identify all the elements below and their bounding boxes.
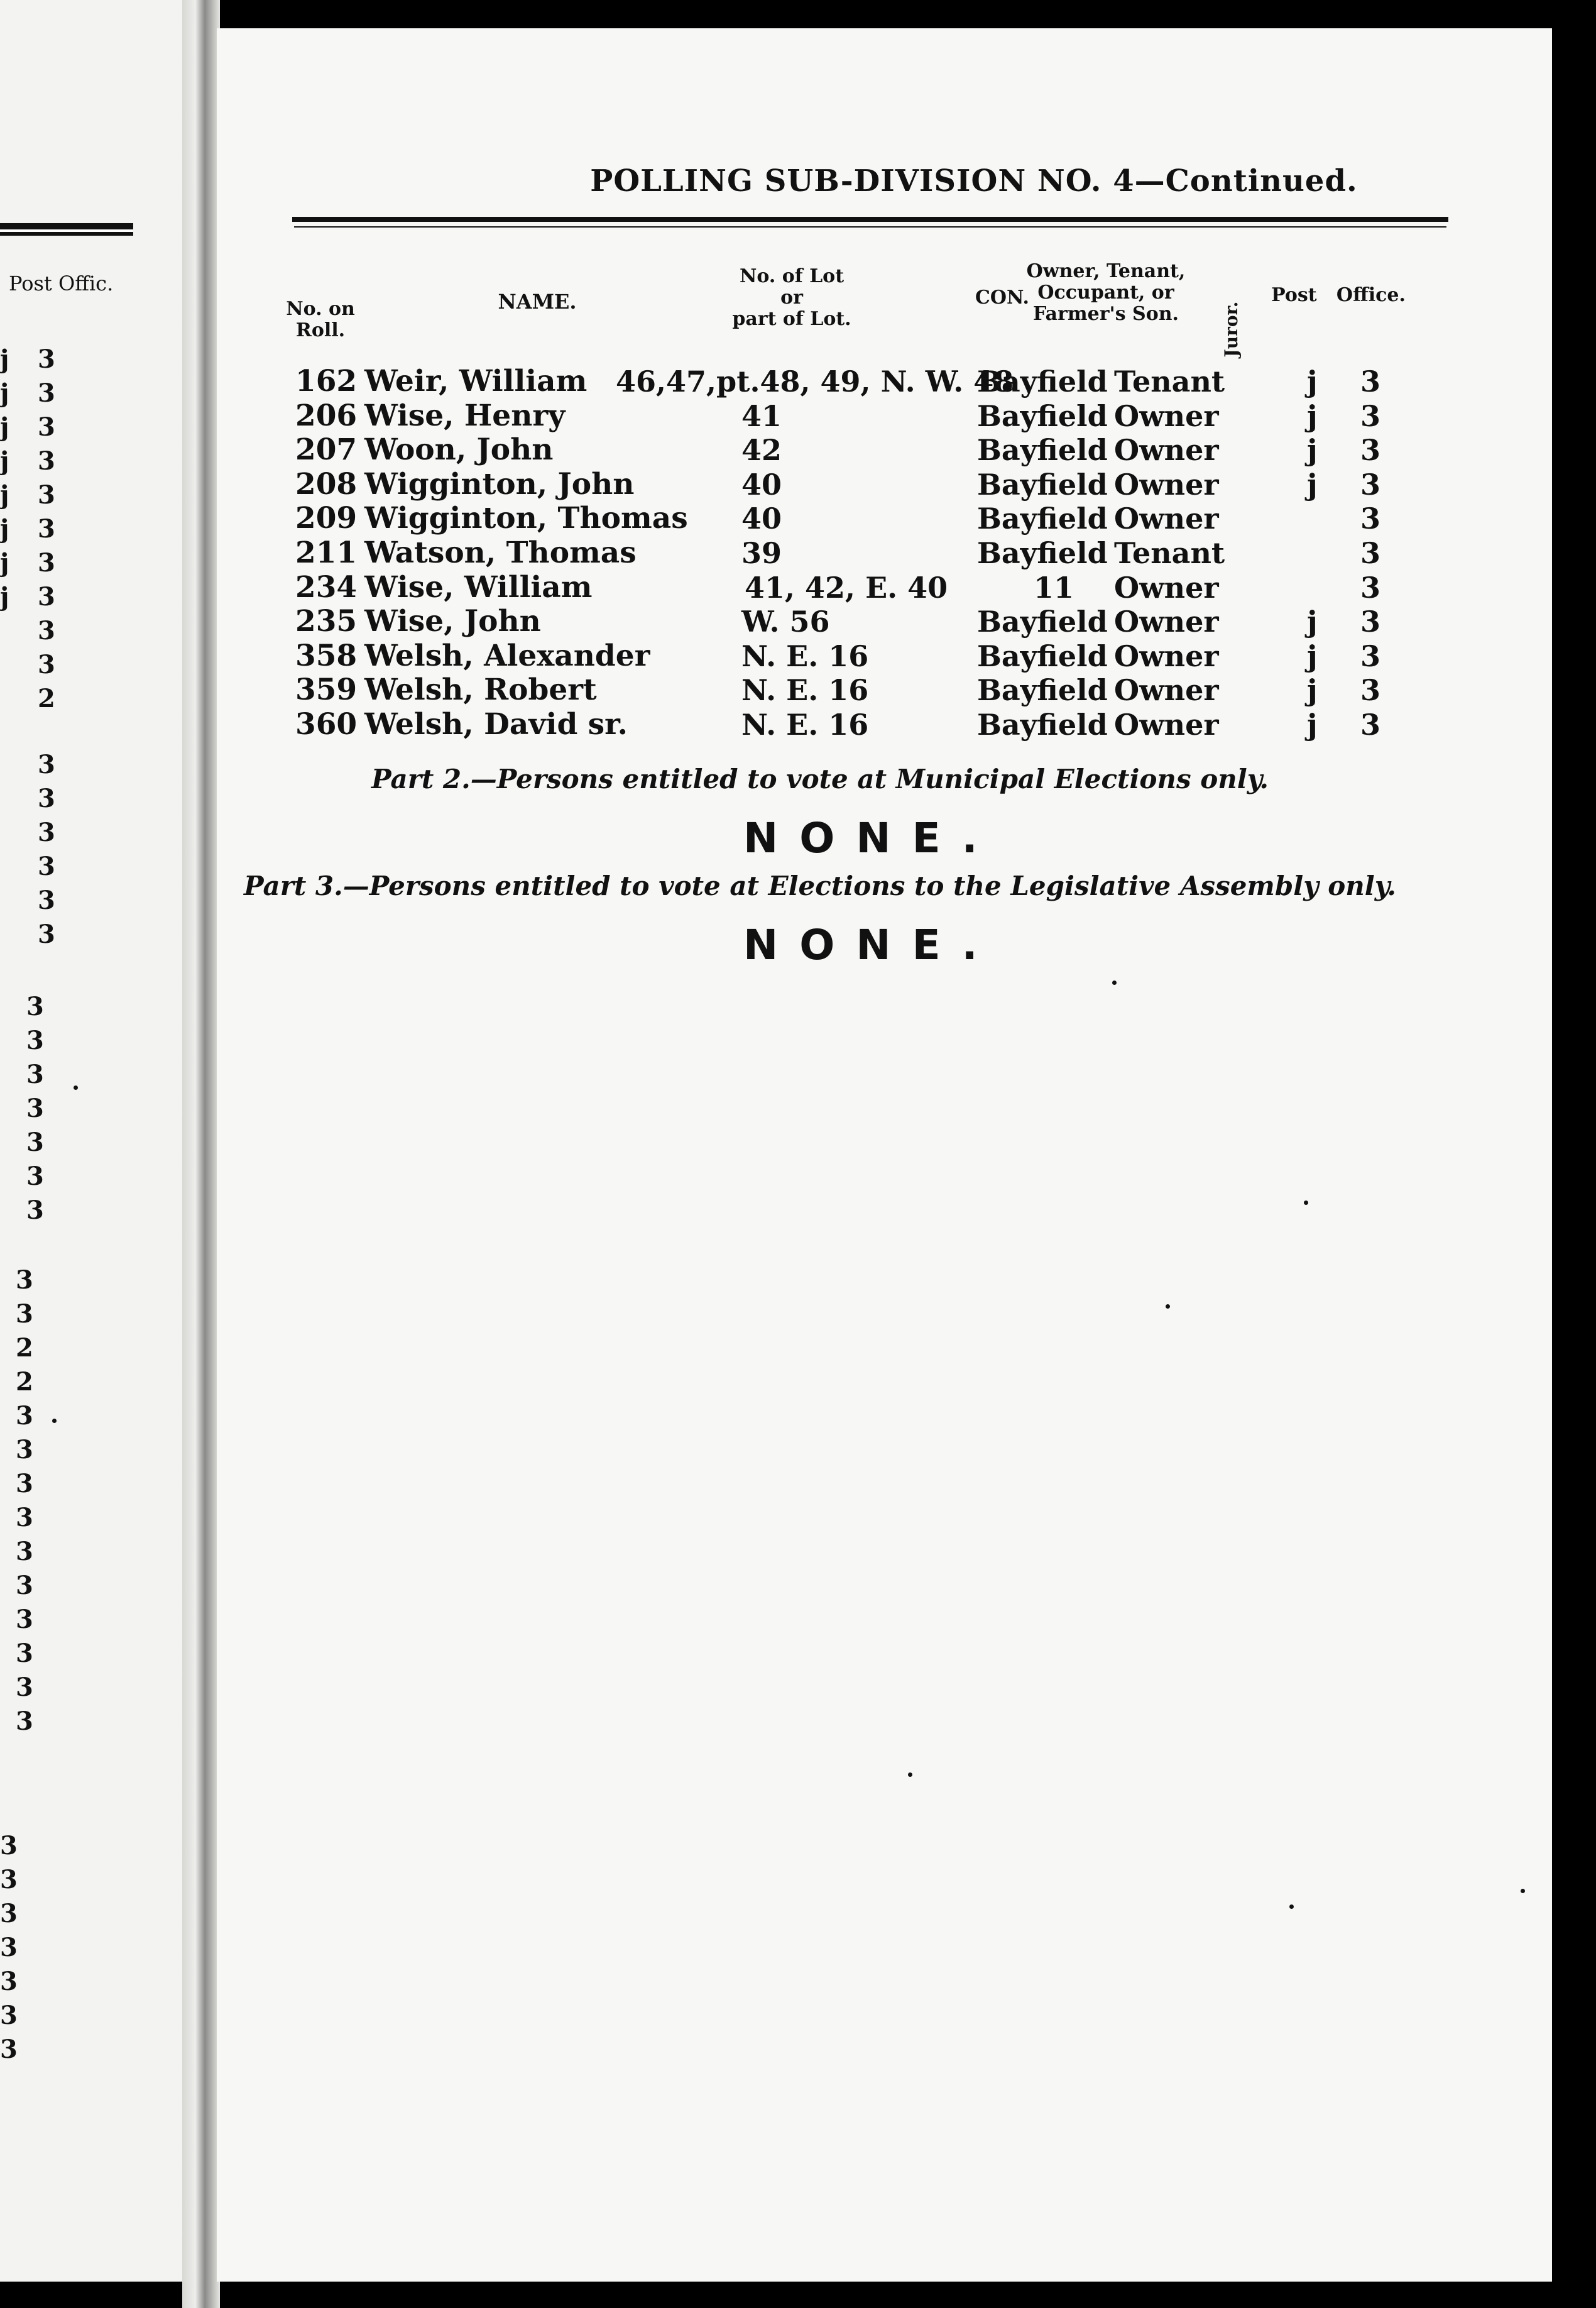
concession: Bayfield [977, 708, 1108, 742]
lot-number: 41 [741, 398, 782, 433]
header-con: CON. [975, 287, 1029, 309]
tenure-status: Tenant [1114, 536, 1225, 570]
tenure-status: Owner [1114, 502, 1219, 536]
previous-page-juror: j [0, 344, 9, 374]
lot-number: N. E. 16 [741, 708, 869, 742]
previous-page-row [0, 1024, 57, 1058]
voter-name: Wise, John [364, 604, 541, 639]
post-office: 3 [1360, 673, 1381, 708]
previous-page-row [0, 1535, 57, 1569]
part-2-caption: Part 2.—Persons entitled to vote at Municipal Elections only. [371, 764, 1269, 794]
lot-number: 41, 42, E. 40 [745, 570, 948, 605]
previous-page-post-office: 3 [16, 1503, 33, 1532]
juror-mark: j [1307, 639, 1318, 673]
roll-number: 209 [295, 501, 358, 536]
previous-page-row [0, 816, 57, 850]
header-rule [292, 217, 1448, 222]
voter-name: Wise, William [364, 569, 593, 605]
print-speck [1166, 1304, 1170, 1309]
previous-page-post-office: 3 [0, 2035, 18, 2064]
voter-row [217, 673, 1448, 707]
concession: Bayfield [977, 365, 1108, 398]
print-speck [74, 1085, 78, 1090]
previous-page-row [0, 1931, 57, 1965]
previous-page-row [0, 1999, 57, 2033]
roll-number: 211 [295, 536, 358, 570]
previous-page-juror: j [0, 548, 9, 578]
print-speck [908, 1772, 912, 1777]
print-speck [1112, 981, 1117, 985]
header-post-office: Post Office. [1271, 284, 1406, 306]
previous-page-row [0, 1705, 57, 1739]
voter-name: Woon, John [364, 432, 554, 468]
print-speck [1304, 1201, 1308, 1205]
post-office: 3 [1360, 433, 1381, 468]
roll-number: 207 [295, 432, 358, 468]
post-office: 3 [1360, 570, 1381, 605]
previous-page-row [0, 1263, 57, 1297]
header-lot: No. of Lot or part of Lot. [732, 265, 851, 330]
previous-page-post-office: 3 [38, 582, 55, 612]
post-office: 3 [1360, 467, 1381, 502]
lot-number: 39 [741, 536, 782, 570]
header-status: Owner, Tenant, Occupant, or Farmer's Son. [1026, 260, 1186, 325]
voter-name: Weir, William [364, 364, 588, 398]
previous-page-post-office: 2 [38, 684, 55, 713]
previous-page-row [0, 1829, 57, 1863]
header-roll: No. on Roll. [286, 298, 355, 341]
previous-page-post-office: 3 [38, 446, 55, 476]
previous-page-row [0, 1297, 57, 1331]
previous-page-row [0, 546, 57, 580]
voter-row [217, 433, 1448, 467]
voter-name: Wise, Henry [364, 398, 566, 433]
previous-page-rule [0, 223, 133, 232]
previous-page-row [0, 1637, 57, 1671]
roll-number: 234 [295, 569, 358, 605]
page-gutter [182, 0, 220, 2308]
voter-row [217, 365, 1448, 398]
roll-number: 358 [295, 638, 358, 673]
concession: Bayfield [977, 673, 1108, 708]
roll-number: 360 [295, 707, 358, 742]
previous-page-post-office: 3 [26, 1195, 44, 1225]
previous-page-post-office: 2 [16, 1367, 33, 1397]
previous-page-row [0, 1399, 57, 1433]
previous-page-juror: j [0, 378, 9, 408]
previous-page-row [0, 1126, 57, 1160]
roll-number: 162 [295, 364, 358, 398]
concession: Bayfield [977, 467, 1108, 502]
previous-page-post-office: 3 [38, 784, 55, 813]
part-3-caption: Part 3.—Persons entitled to vote at Elections to the Legislative Assembly only. [244, 871, 1396, 901]
voter-name: Welsh, Robert [364, 673, 597, 708]
part-2-none: NONE. [743, 814, 999, 862]
previous-page-post-office: 3 [26, 1060, 44, 1089]
previous-page-post-office: 3 [0, 1967, 18, 1996]
voter-row [217, 639, 1448, 673]
document-page [217, 28, 1552, 2282]
previous-page-post-office: 3 [16, 1639, 33, 1668]
previous-page-row [0, 682, 57, 716]
previous-page-row [0, 918, 57, 952]
voter-name: Welsh, David sr. [364, 707, 628, 742]
previous-page-row [0, 1965, 57, 1999]
previous-page-row [0, 343, 57, 376]
previous-page-post-office: 3 [0, 1933, 18, 1962]
juror-mark: j [1307, 708, 1318, 742]
tenure-status: Owner [1114, 433, 1219, 468]
voter-row [217, 468, 1448, 502]
previous-page-post-office: 3 [0, 1899, 18, 1928]
previous-page-row [0, 1897, 57, 1931]
juror-mark: j [1307, 605, 1318, 639]
previous-page-post-office: 3 [38, 514, 55, 544]
previous-page-post-office: 3 [38, 344, 55, 374]
previous-page-post-office: 3 [26, 1162, 44, 1191]
previous-page-post-office: 3 [26, 1026, 44, 1055]
lot-number: 40 [741, 467, 782, 502]
previous-page-juror: j [0, 514, 9, 544]
previous-page-post-office: 3 [38, 378, 55, 408]
post-office: 3 [1360, 365, 1381, 398]
previous-page-row [0, 648, 57, 682]
tenure-status: Owner [1114, 708, 1219, 742]
tenure-status: Owner [1114, 398, 1219, 433]
post-office: 3 [1360, 605, 1381, 639]
header-juror: Juror. [1221, 301, 1242, 358]
previous-page-post-office: 3 [16, 1537, 33, 1566]
previous-page-post-office: 3 [16, 1673, 33, 1702]
lot-number: 42 [741, 433, 782, 468]
previous-page-row [0, 580, 57, 614]
lot-number: W. 56 [741, 605, 830, 639]
juror-mark: j [1307, 433, 1318, 468]
voter-row [217, 571, 1448, 605]
previous-page-row [0, 884, 57, 918]
roll-number: 208 [295, 466, 358, 502]
previous-page-post-office: 3 [26, 1128, 44, 1157]
concession: Bayfield [977, 639, 1108, 673]
previous-page-row [0, 1058, 57, 1092]
previous-page-juror: j [0, 446, 9, 476]
previous-page-post-office: 2 [16, 1333, 33, 1363]
roll-number: 235 [295, 604, 358, 639]
previous-page-post-office: 3 [38, 818, 55, 847]
tenure-status: Owner [1114, 570, 1219, 605]
previous-page-row [0, 444, 57, 478]
voter-name: Wigginton, Thomas [364, 501, 688, 536]
previous-page-row [0, 748, 57, 782]
previous-page-post-office: 3 [16, 1435, 33, 1464]
previous-page-post-office: 3 [16, 1469, 33, 1498]
concession: 11 [1034, 570, 1074, 605]
previous-page-row [0, 850, 57, 884]
voter-row [217, 536, 1448, 570]
previous-page-post-office: 3 [38, 920, 55, 949]
previous-page-row [0, 1603, 57, 1637]
previous-page-strip [0, 0, 196, 2282]
previous-page-row [0, 512, 57, 546]
previous-page-row [0, 1671, 57, 1705]
voter-row [217, 399, 1448, 433]
voter-name: Watson, Thomas [364, 536, 637, 570]
tenure-status: Tenant [1114, 365, 1225, 398]
print-speck [52, 1419, 57, 1423]
print-speck [1521, 1889, 1525, 1893]
post-office: 3 [1360, 639, 1381, 673]
previous-page-post-office: 3 [38, 480, 55, 510]
tenure-status: Owner [1114, 639, 1219, 673]
lot-number: N. E. 16 [741, 639, 869, 673]
previous-page-post-office: 3 [16, 1299, 33, 1329]
previous-page-post-office: 3 [0, 1865, 18, 1894]
previous-page-post-office: 3 [0, 1831, 18, 1860]
lot-number: N. E. 16 [741, 673, 869, 708]
tenure-status: Owner [1114, 605, 1219, 639]
voter-row [217, 708, 1448, 742]
tenure-status: Owner [1114, 673, 1219, 708]
print-speck [1289, 1904, 1294, 1909]
previous-page-row [0, 410, 57, 444]
juror-mark: j [1307, 365, 1318, 398]
part-3-none: NONE. [743, 921, 999, 969]
previous-page-row [0, 782, 57, 816]
juror-mark: j [1307, 673, 1318, 708]
voter-row [217, 502, 1448, 536]
previous-page-juror: j [0, 582, 9, 612]
previous-page-row [0, 1331, 57, 1365]
previous-page-post-office: 3 [38, 750, 55, 779]
post-office: 3 [1360, 398, 1381, 433]
juror-mark: j [1307, 467, 1318, 502]
post-office: 3 [1360, 502, 1381, 536]
previous-page-row [0, 2033, 57, 2067]
previous-page-row [0, 1433, 57, 1467]
previous-page-row [0, 1569, 57, 1603]
previous-page-post-office: 3 [16, 1401, 33, 1431]
previous-page-post-office: 3 [0, 2001, 18, 2030]
previous-page-post-office: 3 [16, 1265, 33, 1295]
post-office: 3 [1360, 536, 1381, 570]
previous-page-row [0, 1365, 57, 1399]
tenure-status: Owner [1114, 467, 1219, 502]
previous-page-row [0, 376, 57, 410]
previous-page-header: Post Offic. [9, 272, 114, 295]
previous-page-post-office: 3 [26, 1094, 44, 1123]
lot-number: 46,47,pt.48, 49, N. W. 48 [616, 365, 1014, 398]
previous-page-row [0, 614, 57, 648]
previous-page-post-office: 3 [16, 1571, 33, 1600]
previous-page-post-office: 3 [38, 650, 55, 679]
post-office: 3 [1360, 708, 1381, 742]
previous-page-row [0, 1863, 57, 1897]
voter-name: Wigginton, John [364, 466, 635, 502]
previous-page-row [0, 1467, 57, 1501]
previous-page-row [0, 1501, 57, 1535]
previous-page-post-office: 3 [38, 616, 55, 646]
concession: Bayfield [977, 536, 1108, 570]
previous-page-post-office: 3 [16, 1706, 33, 1736]
previous-page-post-office: 3 [26, 992, 44, 1021]
voter-name: Welsh, Alexander [364, 638, 650, 673]
lot-number: 40 [741, 502, 782, 536]
concession: Bayfield [977, 605, 1108, 639]
previous-page-juror: j [0, 480, 9, 510]
concession: Bayfield [977, 433, 1108, 468]
previous-page-row [0, 990, 57, 1024]
previous-page-post-office: 3 [38, 886, 55, 915]
concession: Bayfield [977, 502, 1108, 536]
page-title: POLLING SUB-DIVISION NO. 4—Continued. [590, 163, 1358, 199]
previous-page-juror: j [0, 412, 9, 442]
previous-page-post-office: 3 [38, 548, 55, 578]
previous-page-row [0, 1092, 57, 1126]
previous-page-post-office: 3 [16, 1605, 33, 1634]
juror-mark: j [1307, 398, 1318, 433]
previous-page-row [0, 1160, 57, 1194]
previous-page-row [0, 478, 57, 512]
header-name: NAME. [498, 290, 577, 314]
previous-page-post-office: 3 [38, 852, 55, 881]
previous-page-post-office: 3 [38, 412, 55, 442]
voter-row [217, 605, 1448, 639]
roll-number: 359 [295, 673, 358, 708]
roll-number: 206 [295, 398, 358, 433]
previous-page-row [0, 1194, 57, 1228]
concession: Bayfield [977, 398, 1108, 433]
